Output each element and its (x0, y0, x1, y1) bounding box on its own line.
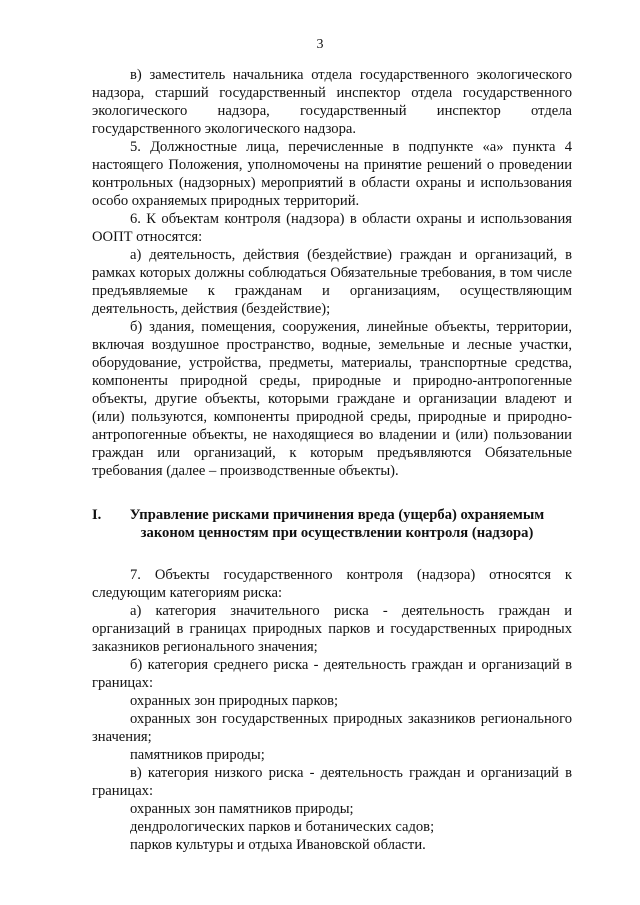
list-item: парков культуры и отдыха Ивановской области. (130, 837, 426, 853)
paragraph: 6. К объектам контроля (надзора) в области охраны и использования ООПТ относятся: (92, 211, 572, 245)
paragraph: в) категория низкого риска - деятельность граждан и организаций в границах: (92, 765, 572, 799)
paragraph: а) деятельность, действия (бездействие) граждан и организаций, в рамках которых должны соблюдаться Обязательные требования, в том числе предъявляемые к гражданам и организациям, осуществляющим деятельность, действия (бездействие); (92, 247, 572, 317)
document-body (92, 66, 572, 854)
paragraph: 5. Должностные лица, перечисленные в подпункте «а» пункта 4 настоящего Положения, уполномочены на принятие решений о проведении контрольных (надзорных) мероприятий в области охраны и использования особо охраняемых природных территорий. (92, 139, 572, 209)
list-item: дендрологических парков и ботанических садов; (130, 819, 435, 835)
page-number: 3 (316, 37, 324, 52)
paragraph: в) заместитель начальника отдела государственного экологического надзора, старший государственный инспектор отдела государственного экологического надзора, государственный инспектор отдела государственного экологического надзора. (92, 67, 572, 137)
list-item: охранных зон памятников природы; (130, 801, 354, 817)
list-item: памятников природы; (130, 747, 265, 763)
paragraphs-bottom (92, 566, 572, 854)
paragraph: 7. Объекты государственного контроля (надзора) относятся к следующим категориям риска: (92, 567, 572, 601)
list-item: охранных зон природных парков; (130, 693, 339, 709)
section-heading (92, 506, 572, 542)
paragraph: охранных зон государственных природных заказников регионального значения; (92, 711, 572, 745)
section-title: Управление рисками причинения вреда (ущерба) охраняемым законом ценностям при осуществлении контроля (надзора) (129, 507, 545, 541)
paragraph: б) категория среднего риска - деятельность граждан и организаций в границах: (92, 657, 572, 691)
section-number: I. (92, 507, 102, 523)
paragraphs-top (92, 66, 572, 480)
paragraph: а) категория значительного риска - деятельность граждан и организаций в границах природных парков и государственных природных заказников регионального значения; (92, 603, 572, 655)
paragraph: б) здания, помещения, сооружения, линейные объекты, территории, включая воздушное пространство, водные, земельные и лесные участки, оборудование, устройства, предметы, материалы, транспортные средства, компоненты природной среды, природные и природно-антропогенные объекты, другие объекты, которыми граждане и организации владеют и (или) пользуются, компоненты природной среды, природные и природно-антропогенные объекты, не находящиеся во владении и (или) пользовании граждан или организаций, к которым предъявляются Обязательные требования (далее – производственные объекты). (92, 319, 572, 479)
